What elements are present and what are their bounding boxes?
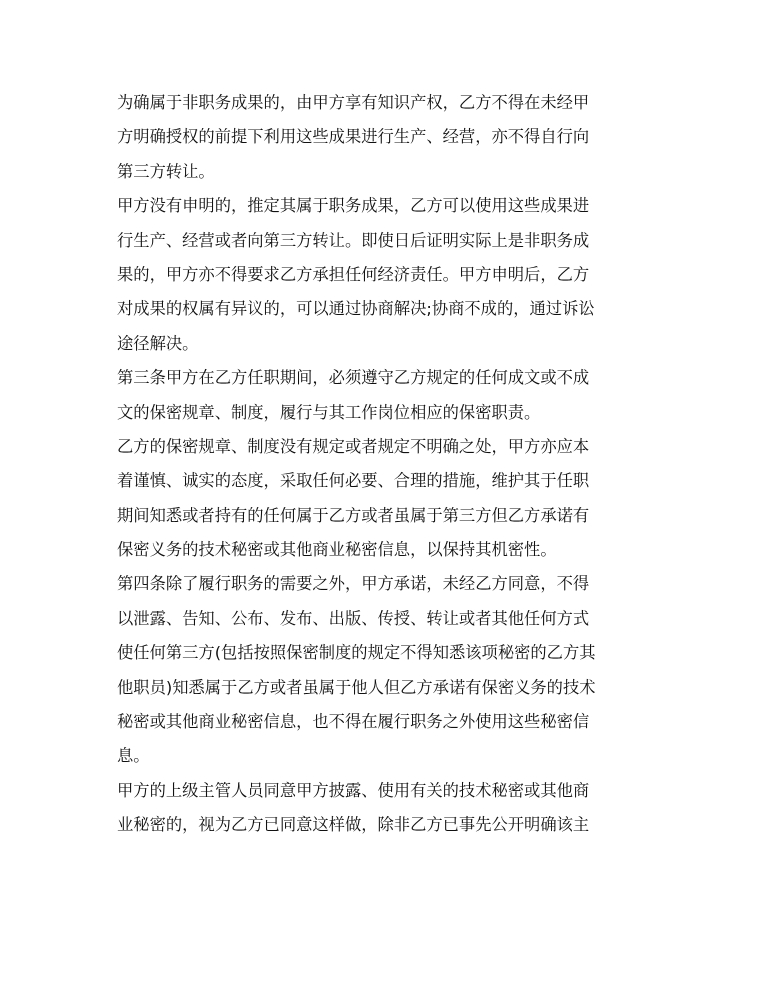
text-line: 甲方没有申明的，推定其属于职务成果，乙方可以使用这些成果进 [117, 196, 590, 216]
text-line: 息。 [117, 746, 150, 766]
text-line: 秘密或其他商业秘密信息，也不得在履行职务之外使用这些秘密信 [117, 712, 590, 732]
paragraph-2 [117, 189, 650, 361]
paragraph-3-article-3 [117, 361, 650, 430]
paragraph-4 [117, 430, 650, 568]
paragraph-1 [117, 86, 650, 189]
text-line: 甲方的上级主管人员同意甲方披露、使用有关的技术秘密或其他商 [117, 780, 590, 800]
text-line: 途径解决。 [117, 333, 199, 353]
text-line: 文的保密规章、制度，履行与其工作岗位相应的保密职责。 [117, 402, 541, 422]
document-body [117, 86, 650, 843]
text-line: 第三方转让。 [117, 161, 215, 181]
text-line: 着谨慎、诚实的态度，采取任何必要、合理的措施，维护其于任职 [117, 471, 590, 491]
text-line: 业秘密的，视为乙方已同意这样做，除非乙方已事先公开明确该主 [117, 815, 590, 835]
text-line: 保密义务的技术秘密或其他商业秘密信息，以保持其机密性。 [117, 540, 557, 560]
text-line: 期间知悉或者持有的任何属于乙方或者虽属于第三方但乙方承诺有 [117, 505, 590, 525]
text-line: 以泄露、告知、公布、发布、出版、传授、转让或者其他任何方式 [117, 608, 590, 628]
text-line: 他职员)知悉属于乙方或者虽属于他人但乙方承诺有保密义务的技术 [117, 677, 596, 697]
text-line: 为确属于非职务成果的，由甲方享有知识产权，乙方不得在未经甲 [117, 93, 590, 112]
text-line: 对成果的权属有异议的，可以通过协商解决;协商不成的，通过诉讼 [117, 299, 595, 319]
text-line: 第三条甲方在乙方任职期间，必须遵守乙方规定的任何成文或不成 [117, 368, 590, 388]
paragraph-6 [117, 774, 650, 843]
text-line: 行生产、经营或者向第三方转让。即使日后证明实际上是非职务成 [117, 230, 590, 250]
text-line: 第四条除了履行职务的需要之外，甲方承诺，未经乙方同意，不得 [117, 574, 590, 594]
text-line: 使任何第三方(包括按照保密制度的规定不得知悉该项秘密的乙方其 [117, 643, 596, 663]
text-line: 方明确授权的前提下利用这些成果进行生产、经营，亦不得自行向 [117, 127, 590, 147]
text-line: 乙方的保密规章、制度没有规定或者规定不明确之处，甲方亦应本 [117, 436, 590, 456]
paragraph-5-article-4 [117, 567, 650, 773]
text-line: 果的，甲方亦不得要求乙方承担任何经济责任。甲方申明后，乙方 [117, 264, 590, 284]
